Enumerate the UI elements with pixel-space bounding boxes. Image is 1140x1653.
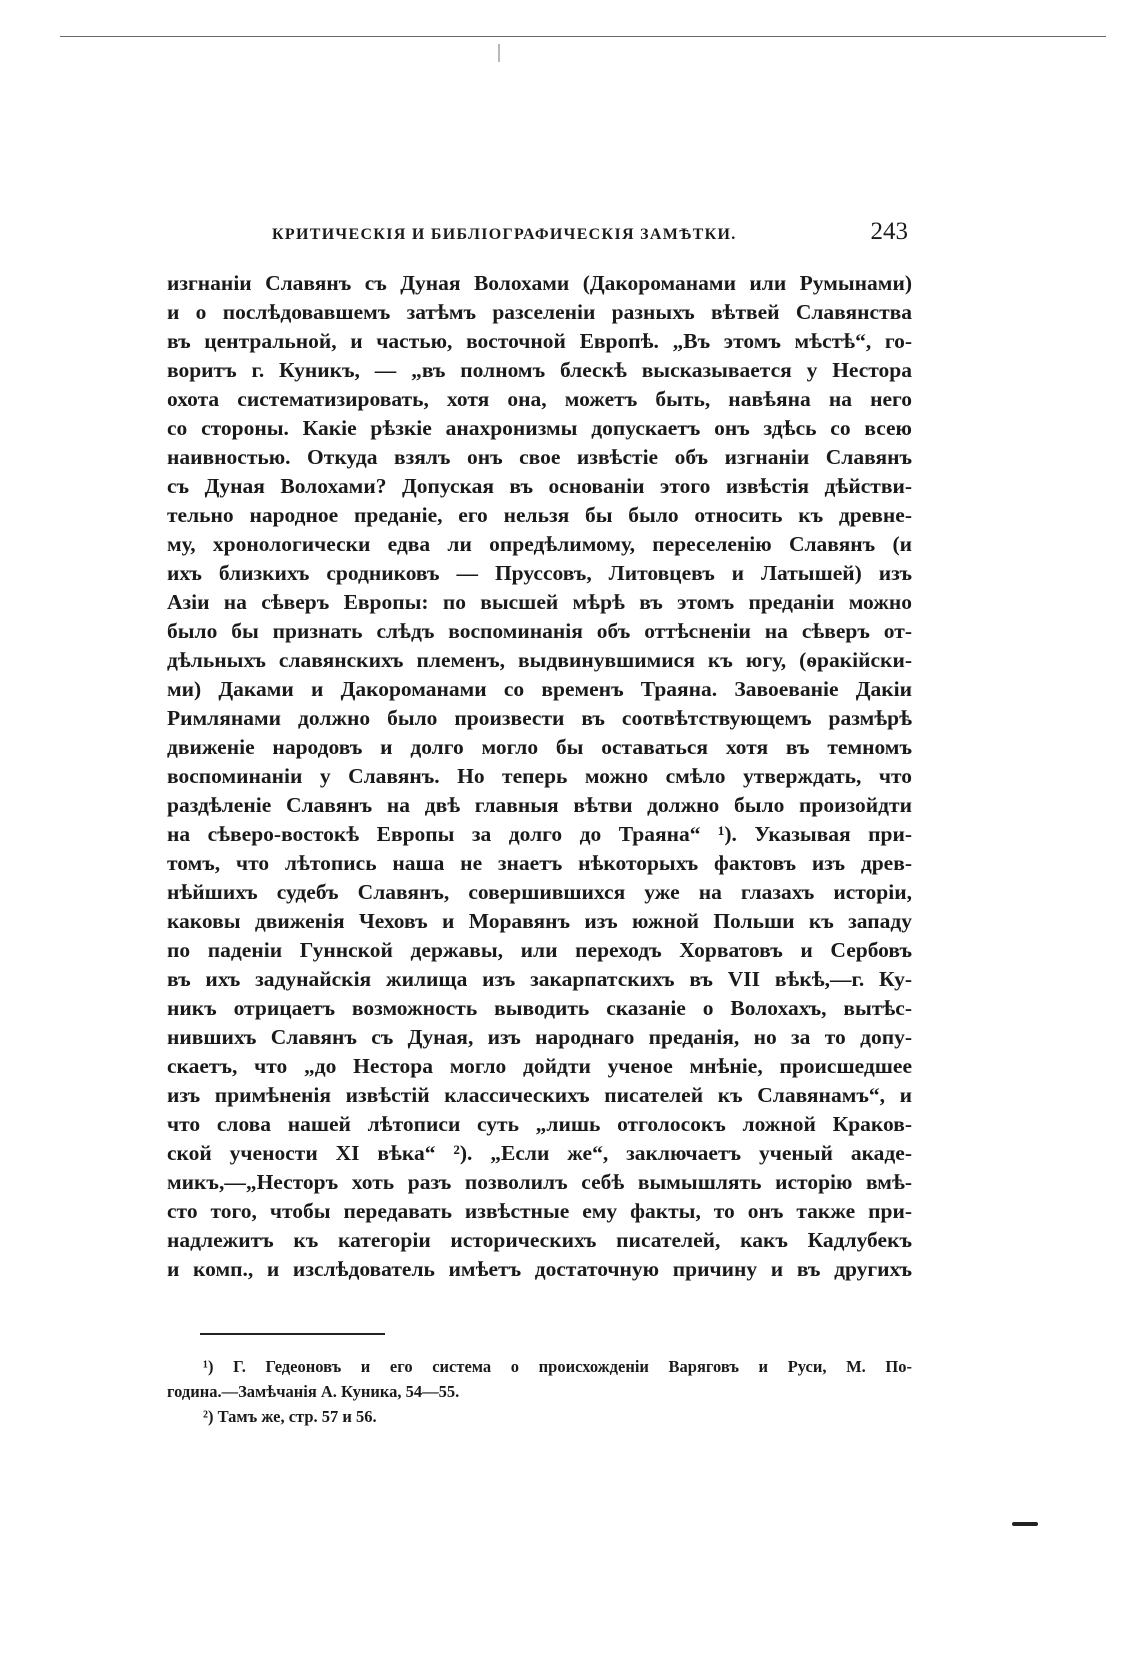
text-line: изгнаніи Славянъ съ Дуная Волохами (Дакороманами или Румынами) bbox=[167, 271, 912, 295]
text-line: на сѣверо-востокѣ Европы за долго до Траяна“ ¹). Указывая при- bbox=[167, 822, 912, 846]
text-line: что слова нашей лѣтописи суть „лишь отголосокъ ложной Краков- bbox=[167, 1112, 912, 1136]
text-line: надлежитъ къ категоріи историческихъ писателей, какъ Кадлубекъ bbox=[167, 1228, 912, 1252]
footnote-1-continuation: година.—Замѣчанія А. Куника, 54—55. bbox=[167, 1382, 460, 1401]
text-line: скаетъ, что „до Нестора могло дойдти ученое мнѣніе, происшедшее bbox=[167, 1054, 912, 1078]
text-line: му, хронологически едва ли опредѣлимому, переселенію Славянъ (и bbox=[167, 532, 912, 556]
text-line: нѣйшихъ судебъ Славянъ, совершившихся уже на глазахъ исторіи, bbox=[167, 880, 912, 904]
text-line: было бы признать слѣдъ воспоминанія объ оттѣсненіи на сѣверъ от- bbox=[167, 619, 912, 643]
text-line: Азіи на сѣверъ Европы: по высшей мѣрѣ въ этомъ преданіи можно bbox=[167, 590, 912, 614]
text-line: ихъ близкихъ сродниковъ — Пруссовъ, Литовцевъ и Латышей) изъ bbox=[167, 561, 912, 585]
text-line: микъ,—„Несторъ хоть разъ позволилъ себѣ вымышлять исторію вмѣ- bbox=[167, 1170, 912, 1194]
text-line: раздѣленіе Славянъ на двѣ главныя вѣтви должно было произойдти bbox=[167, 793, 912, 817]
page-number: 243 bbox=[870, 218, 908, 245]
body-text bbox=[167, 269, 912, 1284]
text-line: дѣльныхъ славянскихъ племенъ, выдвинувшимися къ югу, (ѳракійски- bbox=[167, 648, 912, 672]
scan-artifact-mark bbox=[498, 44, 500, 62]
footnote-1: ¹) Г. Гедеоновъ и его система о происхожденіи Варяговъ и Руси, М. По- bbox=[203, 1357, 912, 1376]
footnotes bbox=[167, 1354, 912, 1429]
top-edge-rule bbox=[60, 36, 1106, 37]
running-title: КРИТИЧЕСКІЯ И БИБЛІОГРАФИЧЕСКІЯ ЗАМѢТКИ. bbox=[272, 226, 737, 243]
text-line: и о послѣдовавшемъ затѣмъ разселеніи разныхъ вѣтвей Славянства bbox=[167, 300, 912, 324]
text-line: каковы движенія Чеховъ и Моравянъ изъ южной Польши къ западу bbox=[167, 909, 912, 933]
margin-mark bbox=[1012, 1522, 1038, 1526]
text-line: Римлянами должно было произвести въ соотвѣтствующемъ размѣрѣ bbox=[167, 706, 912, 730]
text-line: съ Дуная Волохами? Допуская въ основаніи этого извѣстія дѣйстви- bbox=[167, 474, 912, 498]
text-line: въ ихъ задунайскія жилища изъ закарпатскихъ въ VII вѣкѣ,—г. Ку- bbox=[167, 967, 912, 991]
text-line: воспоминаніи у Славянъ. Но теперь можно смѣло утверждать, что bbox=[167, 764, 912, 788]
text-line: со стороны. Какіе рѣзкіе анахронизмы допускаетъ онъ здѣсь со всею bbox=[167, 416, 912, 440]
text-line: тельно народное преданіе, его нельзя бы было относить къ древне- bbox=[167, 503, 912, 527]
text-line: воритъ г. Куникъ, — „въ полномъ блескѣ высказывается у Нестора bbox=[167, 358, 912, 382]
footnote-rule bbox=[200, 1333, 385, 1335]
text-line: никъ отрицаетъ возможность выводить сказаніе о Волохахъ, вытѣс- bbox=[167, 996, 912, 1020]
text-line: по паденіи Гуннской державы, или переходъ Хорватовъ и Сербовъ bbox=[167, 938, 912, 962]
text-line: ми) Даками и Дакороманами со временъ Траяна. Завоеваніе Дакіи bbox=[167, 677, 912, 701]
text-line: изъ примѣненія извѣстій классическихъ писателей къ Славянамъ“, и bbox=[167, 1083, 912, 1107]
footnote-2: ²) Тамъ же, стр. 57 и 56. bbox=[203, 1407, 377, 1426]
text-line: охота систематизировать, хотя она, можетъ быть, навѣяна на него bbox=[167, 387, 912, 411]
text-line: и комп., и изслѣдователь имѣетъ достаточную причину и въ другихъ bbox=[167, 1257, 912, 1281]
text-line: наивностью. Откуда взялъ онъ свое извѣстіе объ изгнаніи Славянъ bbox=[167, 445, 912, 469]
text-line: ской учености XI вѣка“ ²). „Если же“, заключаетъ ученый акаде- bbox=[167, 1141, 912, 1165]
text-line: въ центральной, и частью, восточной Европѣ. „Въ этомъ мѣстѣ“, го- bbox=[167, 329, 912, 353]
text-line: движеніе народовъ и долго могло бы оставаться хотя въ темномъ bbox=[167, 735, 912, 759]
text-line: сто того, чтобы передавать извѣстные ему факты, то онъ также при- bbox=[167, 1199, 912, 1223]
running-head bbox=[272, 218, 908, 252]
text-line: нившихъ Славянъ съ Дуная, изъ народнаго преданія, но за то допу- bbox=[167, 1025, 912, 1049]
text-line: томъ, что лѣтопись наша не знаетъ нѣкоторыхъ фактовъ изъ древ- bbox=[167, 851, 912, 875]
